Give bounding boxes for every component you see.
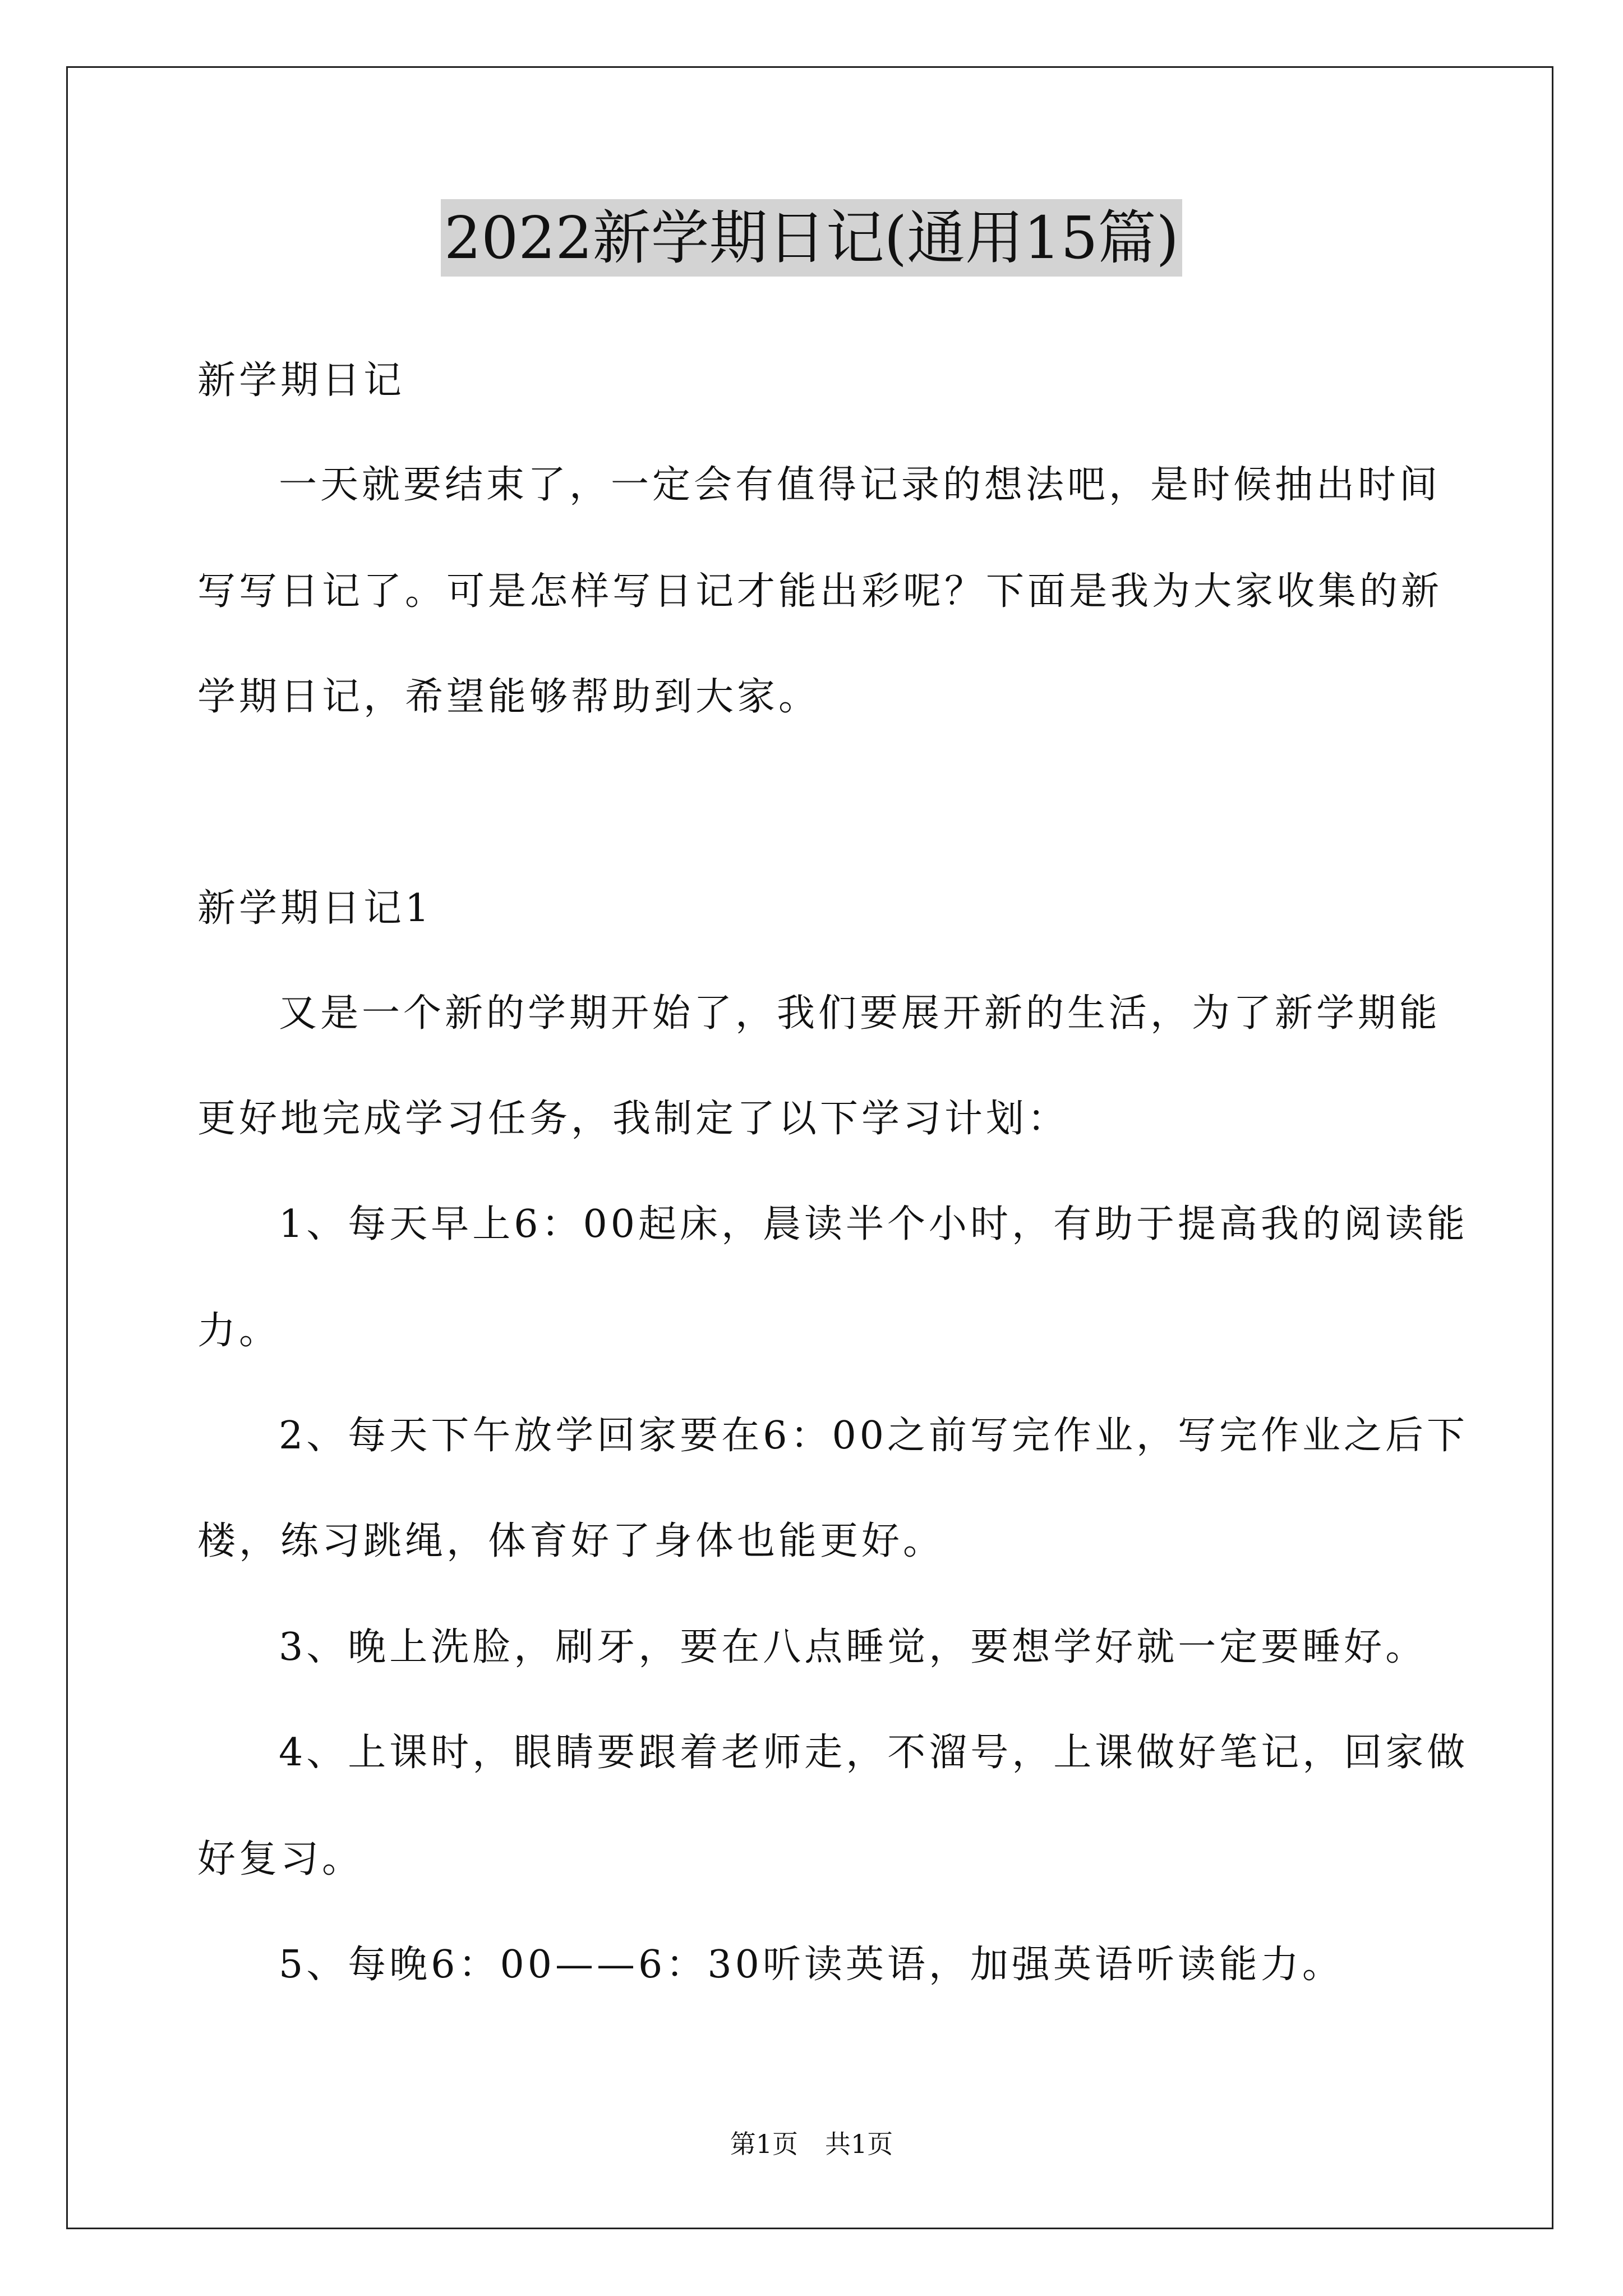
body-line: 5、每晚6：00——6：30听读英语，加强英语听读能力。 [279,1943,1344,1987]
body-line: 好复习。 [197,1837,364,1881]
body-line: 4、上课时，眼睛要跟着老师走，不溜号，上课做好笔记，回家做 [279,1731,1469,1775]
body-line: 力。 [197,1309,281,1353]
body-line: 楼，练习跳绳，体育好了身体也能更好。 [197,1519,945,1563]
body-line: 2、每天下午放学回家要在6：00之前写完作业，写完作业之后下 [279,1414,1469,1458]
page-total: 共1页 [825,2129,893,2159]
intro-line: 学期日记，希望能够帮助到大家。 [197,675,820,719]
intro-heading: 新学期日记 [197,358,405,403]
title-container [0,199,1623,277]
page-number: 第1页 [730,2129,798,2159]
section-heading: 新学期日记1 [197,886,433,931]
intro-line: 一天就要结束了，一定会有值得记录的想法吧，是时候抽出时间 [279,463,1441,507]
body-line: 又是一个新的学期开始了，我们要展开新的生活，为了新学期能 [279,991,1441,1036]
body-line: 更好地完成学习任务，我制定了以下学习计划： [197,1097,1069,1141]
page-footer [0,2127,1623,2161]
document-title: 2022新学期日记(通用15篇) [441,199,1182,277]
body-line: 1、每天早上6：00起床，晨读半个小时，有助于提高我的阅读能 [279,1202,1469,1246]
body-line: 3、晚上洗脸，刷牙，要在八点睡觉，要想学好就一定要睡好。 [279,1625,1427,1669]
intro-line: 写写日记了。可是怎样写日记才能出彩呢？下面是我为大家收集的新 [197,569,1443,614]
